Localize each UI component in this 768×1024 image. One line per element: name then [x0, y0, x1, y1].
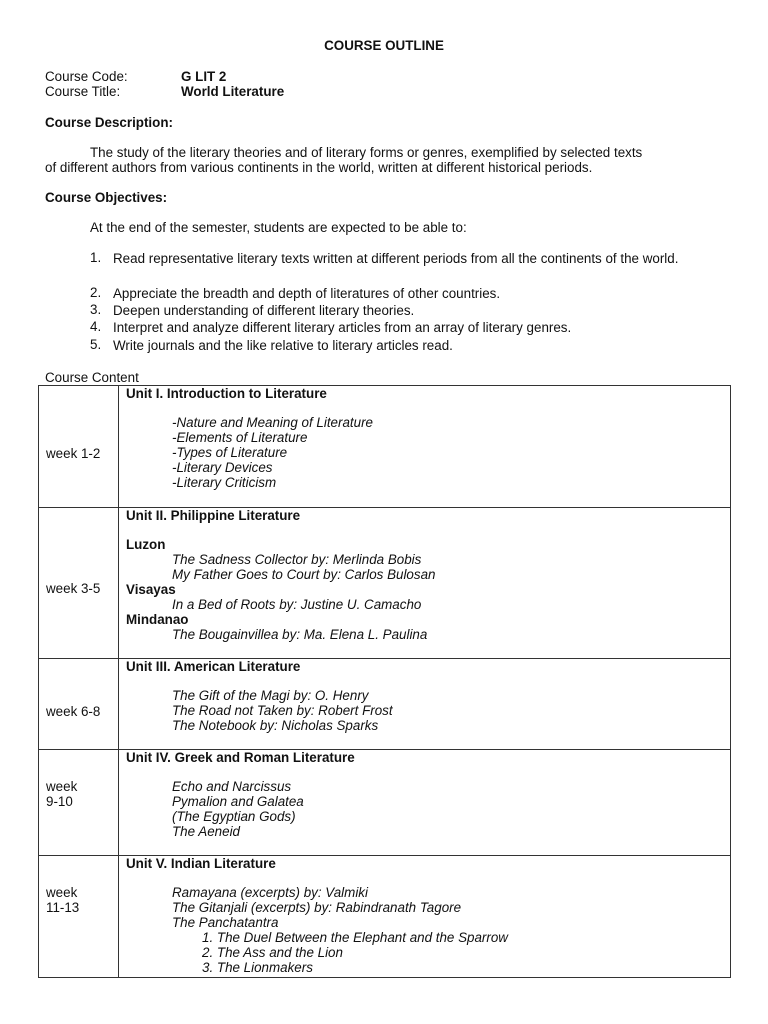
table-row: [39, 508, 731, 659]
table-row: [39, 386, 731, 508]
objective-text: Write journals and the like relative to literary articles read.: [113, 338, 453, 353]
document-title: COURSE OUTLINE: [324, 38, 444, 53]
unit-item: -Literary Devices: [172, 460, 273, 475]
week-cell: [39, 386, 119, 508]
objective-number: 4.: [90, 319, 102, 334]
unit-cell: [119, 386, 731, 508]
unit-heading: Unit IV. Greek and Roman Literature: [126, 750, 355, 765]
week-cell: [39, 508, 119, 659]
unit-cell: [119, 659, 731, 750]
unit-cell: [119, 508, 731, 659]
description-line-1: The study of the literary theories and of literary forms or genres, exemplified by selected texts: [90, 145, 643, 160]
table-row: [39, 659, 731, 750]
week-cell: [39, 750, 119, 856]
unit-item: Pymalion and Galatea: [172, 794, 304, 809]
week-cell: [39, 856, 119, 978]
unit-heading: Unit V. Indian Literature: [126, 856, 276, 871]
unit-item: The Notebook by: Nicholas Sparks: [172, 718, 379, 733]
objective-number: 2.: [90, 285, 102, 300]
unit-item: My Father Goes to Court by: Carlos Bulosan: [172, 567, 436, 582]
unit-subitem: 2. The Ass and the Lion: [202, 945, 343, 960]
week-range: 11-13: [46, 900, 80, 915]
unit-item: In a Bed of Roots by: Justine U. Camacho: [172, 597, 422, 612]
unit-subitem: 1. The Duel Between the Elephant and the Sparrow: [202, 930, 508, 945]
description-heading: Course Description:: [45, 115, 173, 130]
unit-item: -Types of Literature: [172, 445, 288, 460]
week-label: week: [46, 885, 78, 900]
course-code-label: Course Code:: [45, 69, 128, 84]
unit-heading: Unit II. Philippine Literature: [126, 508, 301, 523]
unit-item: The Road not Taken by: Robert Frost: [172, 703, 393, 718]
course-title: World Literature: [181, 84, 285, 99]
unit-item: Echo and Narcissus: [172, 779, 292, 794]
week-label: week 3-5: [46, 581, 101, 596]
objectives-heading: Course Objectives:: [45, 190, 168, 205]
unit-item: -Elements of Literature: [172, 430, 308, 445]
course-code: G LIT 2: [181, 69, 227, 84]
region-label: Luzon: [126, 537, 166, 552]
unit-cell: [119, 856, 731, 978]
unit-item: The Gitanjali (excerpts) by: Rabindranath Tagore: [172, 900, 462, 915]
week-label: week 1-2: [46, 446, 101, 461]
objective-text: Interpret and analyze different literary articles from an array of literary genres.: [113, 320, 572, 335]
unit-cell: [119, 750, 731, 856]
week-label: week 6-8: [46, 704, 101, 719]
unit-item: -Literary Criticism: [172, 475, 277, 490]
course-content-table: [38, 385, 731, 978]
region-label: Visayas: [126, 582, 176, 597]
table-row: [39, 856, 731, 978]
description-line-2: of different authors from various continents in the world, written at different historical periods.: [45, 160, 593, 175]
region-label: Mindanao: [126, 612, 189, 627]
unit-item: (The Egyptian Gods): [172, 809, 296, 824]
unit-item: Ramayana (excerpts) by: Valmiki: [172, 885, 368, 900]
objective-number: 5.: [90, 337, 102, 352]
week-label: week: [46, 779, 78, 794]
unit-item: The Bougainvillea by: Ma. Elena L. Paulina: [172, 627, 428, 642]
objective-number: 3.: [90, 302, 102, 317]
objective-text: Deepen understanding of different literary theories.: [113, 303, 415, 318]
content-heading: Course Content: [45, 370, 139, 385]
unit-item: The Panchatantra: [172, 915, 279, 930]
unit-item: The Aeneid: [172, 824, 240, 839]
week-range: 9-10: [46, 794, 73, 809]
week-cell: [39, 659, 119, 750]
unit-subitem: 3. The Lionmakers: [202, 960, 313, 975]
unit-item: The Sadness Collector by: Merlinda Bobis: [172, 552, 422, 567]
objective-text: Read representative literary texts written at different periods from all the continents of the world.: [113, 251, 679, 266]
objective-number: 1.: [90, 250, 102, 265]
table-row: [39, 750, 731, 856]
unit-item: The Gift of the Magi by: O. Henry: [172, 688, 369, 703]
objectives-intro: At the end of the semester, students are expected to be able to:: [90, 220, 467, 235]
unit-item: -Nature and Meaning of Literature: [172, 415, 373, 430]
unit-heading: Unit III. American Literature: [126, 659, 301, 674]
course-title-label: Course Title:: [45, 84, 121, 99]
objective-text: Appreciate the breadth and depth of literatures of other countries.: [113, 286, 501, 301]
unit-heading: Unit I. Introduction to Literature: [126, 386, 327, 401]
